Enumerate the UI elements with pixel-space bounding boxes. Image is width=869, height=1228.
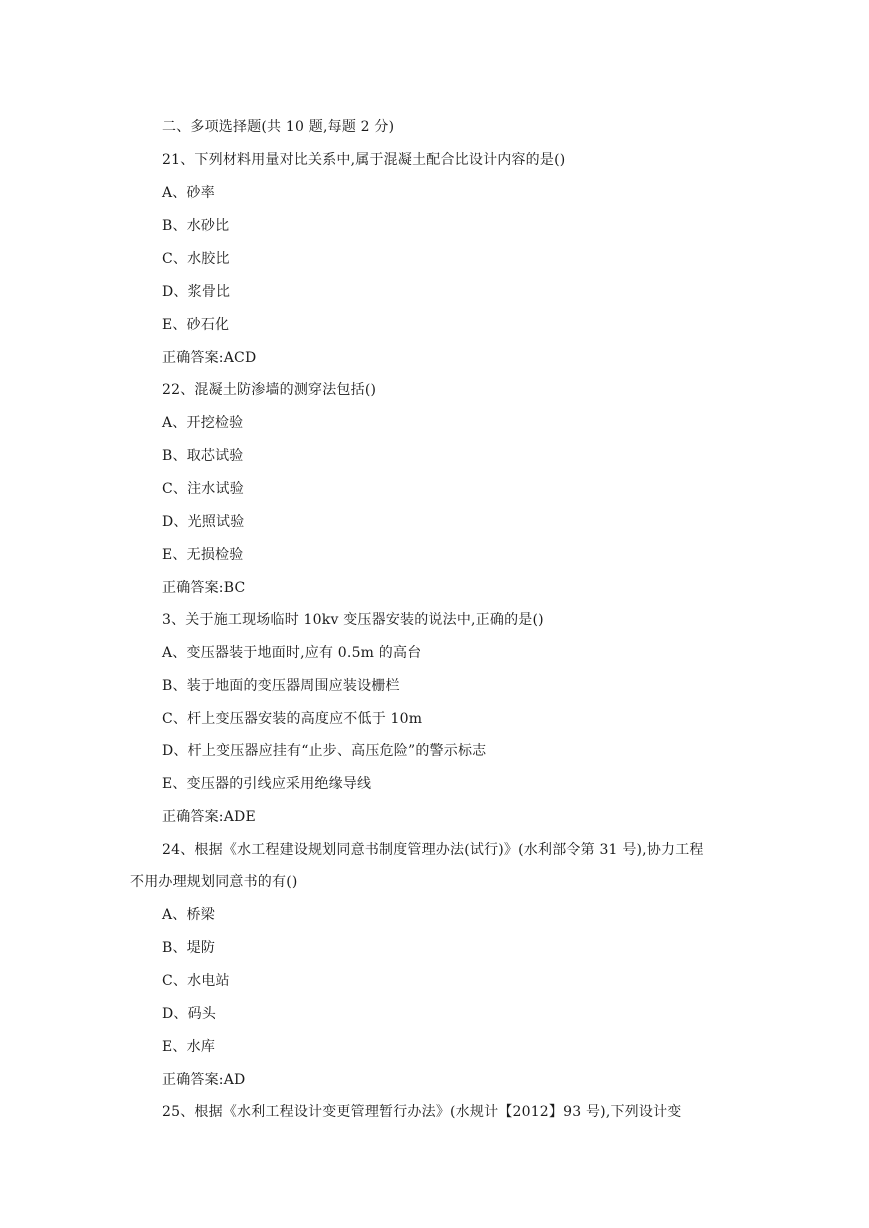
question-23-option-d: D、杆上变压器应挂有“止步、高压危险”的警示标志 [162,743,487,759]
question-24-stem-continued: 不用办理规划同意书的有() [130,874,298,890]
question-24-option-b: B、堤防 [162,940,216,956]
question-24-option-a: A、桥梁 [162,907,215,923]
question-22-option-c: C、注水试验 [162,481,244,497]
question-21-option-c: C、水胶比 [162,251,230,267]
question-25-stem: 25、根据《水利工程设计变更管理暂行办法》(水规计【2012】93 号),下列设计变 [162,1104,682,1120]
question-24-answer: 正确答案:AD [162,1072,246,1088]
question-24-stem: 24、根据《水工程建设规划同意书制度管理办法(试行)》(水利部令第 31 号),协力工程 [162,842,704,858]
question-21-option-d: D、浆骨比 [162,284,231,300]
question-22-answer: 正确答案:BC [162,580,246,596]
question-21-option-a: A、砂率 [162,185,215,201]
question-23-option-c: C、杆上变压器安装的高度应不低于 10m [162,711,423,727]
question-23-option-a: A、变压器装于地面时,应有 0.5m 的高台 [162,645,422,661]
question-23-stem: 3、关于施工现场临时 10kv 变压器安装的说法中,正确的是() [162,612,544,628]
question-23-answer: 正确答案:ADE [162,809,256,825]
question-22-option-d: D、光照试验 [162,514,245,530]
question-21-option-e: E、砂石化 [162,317,230,333]
question-21-stem: 21、下列材料用量对比关系中,属于混凝土配合比设计内容的是() [162,152,566,168]
question-22-option-b: B、取芯试验 [162,448,244,464]
question-22-option-a: A、开挖检验 [162,415,244,431]
question-21-answer: 正确答案:ACD [162,350,257,366]
question-22-stem: 22、混凝土防渗墙的测穿法包括() [162,382,377,398]
question-23-option-b: B、装于地面的变压器周围应装设栅栏 [162,678,400,694]
question-23-option-e: E、变压器的引线应采用绝缘导线 [162,776,372,792]
question-24-option-c: C、水电站 [162,973,230,989]
question-21-option-b: B、水砂比 [162,218,230,234]
question-24-option-e: E、水库 [162,1039,216,1055]
section-heading: 二、多项选择题(共 10 题,每题 2 分) [162,119,395,135]
question-22-option-e: E、无损检验 [162,547,244,563]
question-24-option-d: D、码头 [162,1006,217,1022]
